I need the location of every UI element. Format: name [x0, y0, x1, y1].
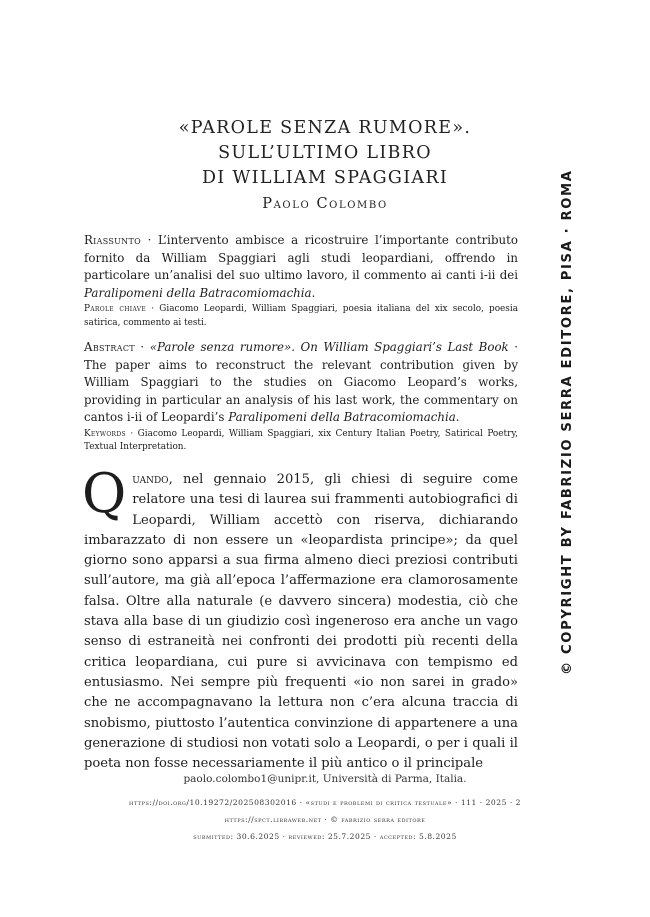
keywords-text: Giacomo Leopardi, William Spaggiari, xix Century Italian Poetry, Satirical Poetry, Textual Interpretation. — [84, 428, 518, 453]
doi-line: https://doi.org/10.19272/202508302016 · «studi e problemi di critica testuale» · 111 · 2025 · 2 — [128, 798, 521, 807]
title-line-2: SULL’ULTIMO LIBRO — [218, 143, 432, 163]
author-name: Paolo Colombo — [262, 196, 388, 212]
submission-dates: submitted: 30.6.2025 · reviewed: 25.7.2025 · accepted: 5.8.2025 — [193, 832, 457, 841]
abstract-title: «Parole senza rumore». On William Spaggiari’s Last Book — [149, 340, 509, 354]
riassunto-label: Riassunto — [84, 233, 141, 247]
abstract-italic: Paralipomeni della Batracomiomachia — [228, 410, 456, 425]
riassunto-text: L’intervento ambisce a ricostruire l’importante contributo fornito da William Spaggiari agli studi leopardiani, offrendo in particolare un’analisi del suo ultimo lavoro, il commento ai canti i-ii dei — [84, 233, 518, 283]
title-line-3: DI WILLIAM SPAGGIARI — [201, 168, 449, 188]
body-lead: uando — [132, 472, 169, 487]
parole-chiave: Parole chiave · Giacomo Leopardi, William Spaggiari, poesia italiana del xix secolo, poesia satirica, commento ai testi. — [84, 304, 518, 328]
journal-url-line: https://spct.libraweb.net · © fabrizio serra editore — [224, 815, 426, 824]
abstract-text: · The paper aims to reconstruct the relevant contribution given by William Spaggiari to the studies on Giacomo Leopard’s works, providing in particular an analysis of his last work, the commentary on cantos i-ii of Leopardi’s — [84, 340, 519, 425]
keywords: Keywords · Giacomo Leopardi, William Spaggiari, xix Century Italian Poetry, Satirical Poetry, Textual Interpretation. — [84, 428, 518, 453]
riassunto-italic: Paralipomeni della Batracomiomachia — [84, 285, 312, 300]
drop-cap: Q — [82, 462, 127, 525]
copyright-sidebar: © COPYRIGHT BY FABRIZIO SERRA EDITORE, PISA · ROMA — [560, 169, 575, 675]
abstract-label: Abstract — [84, 340, 135, 354]
abstract-block — [84, 339, 518, 455]
title-line-1: «PAROLE SENZA RUMORE». — [178, 118, 472, 138]
abstract: Abstract · «Parole senza rumore». On William Spaggiari’s Last Book · The paper aims to reconstruct the relevant contribution given by William Spaggiari to the studies on Giacomo Leopard’s works, providing in particular an analysis of his last work, the commentary on cantos i-ii of Leopardi’s Paralipomeni della Batracomiomachia. — [84, 340, 519, 425]
parole-chiave-label: Parole chiave — [84, 304, 147, 315]
article-title — [0, 116, 650, 191]
riassunto: Riassunto · L’intervento ambisce a ricostruire l’importante contributo fornito da William Spaggiari agli studi leopardiani, offrendo in particolare un’analisi del suo ultimo lavoro, il commento ai canti i-ii dei Paralipomeni della Batracomiomachia. — [84, 233, 518, 300]
riassunto-block — [84, 232, 518, 330]
body-paragraph: , nel gennaio 2015, gli chiesi di seguire come relatore una tesi di laurea sui frammenti autobiografici di Leopardi, William accettò con riserva, dichiarando imbarazzato di non essere un «leopardista principe»; da quel giorno sono apparsi a sua firma almeno dieci preziosi contributi sull’autore, ma già all’epoca l’affermazione era clamorosamente falsa. Oltre alla naturale (e davvero sincera) modestia, ciò che stava alla base di un giudizio così ingeneroso era anche un vago senso di estraneità nei confronti dei prodotti più recenti della critica leopardiana, cui pure si avvicinava con tempismo ed entusiasmo. Nei sempre più frequenti «io non sarei in grado» che ne accompagnavano la lettura non c’era alcuna traccia di snobismo, piuttosto l’autentica convinzione di appartenere a una generazione di studiosi non votati solo a Leopardi, o per i quali il poeta non fosse necessariamente il più antico o il principale — [84, 472, 518, 772]
author-affiliation: paolo.colombo1@unipr.it, Università di Parma, Italia. — [183, 773, 467, 785]
body-text — [82, 462, 518, 774]
keywords-label: Keywords — [84, 428, 126, 439]
parole-chiave-text: Giacomo Leopardi, William Spaggiari, poesia italiana del xix secolo, poesia satirica, commento ai testi. — [84, 304, 518, 328]
